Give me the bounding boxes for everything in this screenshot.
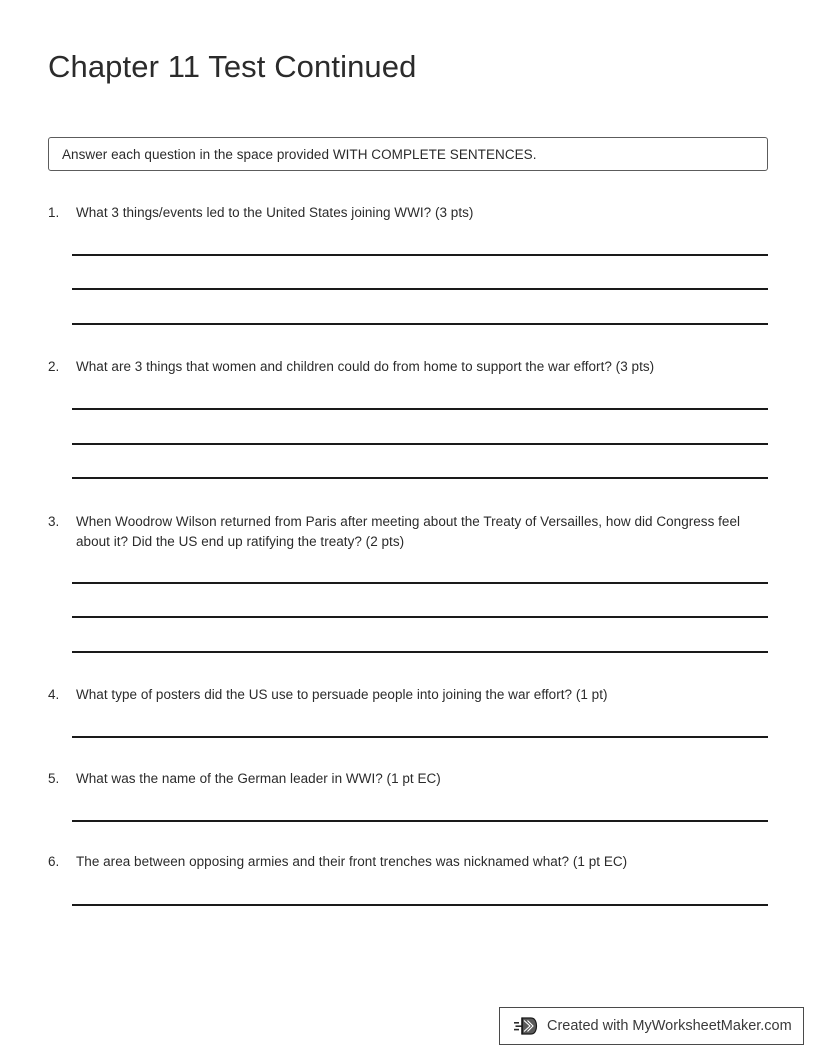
question-number: 4. — [48, 687, 60, 702]
instruction-text: Answer each question in the space provided WITH COMPLETE SENTENCES. — [62, 146, 537, 162]
question-number: 3. — [48, 514, 60, 529]
answer-line[interactable] — [72, 820, 768, 822]
question-text: When Woodrow Wilson returned from Paris after meeting about the Treaty of Versailles, how did Congress feel about it? Did the US end up ratifying the treaty? (2 pts) — [76, 514, 741, 549]
question-block-4 — [48, 685, 774, 705]
question-row — [48, 685, 774, 705]
instruction-box — [48, 137, 768, 171]
answer-line[interactable] — [72, 904, 768, 906]
answer-line[interactable] — [72, 254, 768, 256]
question-block-6 — [48, 852, 774, 872]
question-row — [48, 203, 774, 223]
answer-line[interactable] — [72, 408, 768, 410]
question-number: 2. — [48, 359, 60, 374]
answer-line[interactable] — [72, 616, 768, 618]
question-number: 6. — [48, 854, 60, 869]
answer-line[interactable] — [72, 651, 768, 653]
question-text: What was the name of the German leader in WWI? (1 pt EC) — [76, 771, 441, 786]
question-block-5 — [48, 769, 774, 789]
question-block-1 — [48, 203, 774, 223]
answer-line[interactable] — [72, 582, 768, 584]
question-text: The area between opposing armies and their front trenches was nicknamed what? (1 pt EC) — [76, 854, 628, 869]
question-block-3 — [48, 512, 774, 551]
created-with-badge[interactable] — [499, 1007, 804, 1045]
question-row — [48, 512, 774, 551]
question-text: What 3 things/events led to the United States joining WWI? (3 pts) — [76, 205, 474, 220]
answer-line[interactable] — [72, 477, 768, 479]
created-with-text: Created with MyWorksheetMaker.com — [547, 1018, 792, 1034]
question-text: What type of posters did the US use to persuade people into joining the war effort? (1 pt) — [76, 687, 608, 702]
worksheet-maker-logo-icon — [514, 1015, 538, 1037]
answer-line[interactable] — [72, 288, 768, 290]
answer-line[interactable] — [72, 736, 768, 738]
question-row — [48, 769, 774, 789]
question-text: What are 3 things that women and children could do from home to support the war effort? (3 pts) — [76, 359, 655, 374]
question-row — [48, 852, 774, 872]
answer-line[interactable] — [72, 443, 768, 445]
question-number: 1. — [48, 205, 60, 220]
answer-line[interactable] — [72, 323, 768, 325]
page-title: Chapter 11 Test Continued — [48, 49, 417, 84]
question-number: 5. — [48, 771, 60, 786]
question-row — [48, 357, 774, 377]
question-block-2 — [48, 357, 774, 377]
